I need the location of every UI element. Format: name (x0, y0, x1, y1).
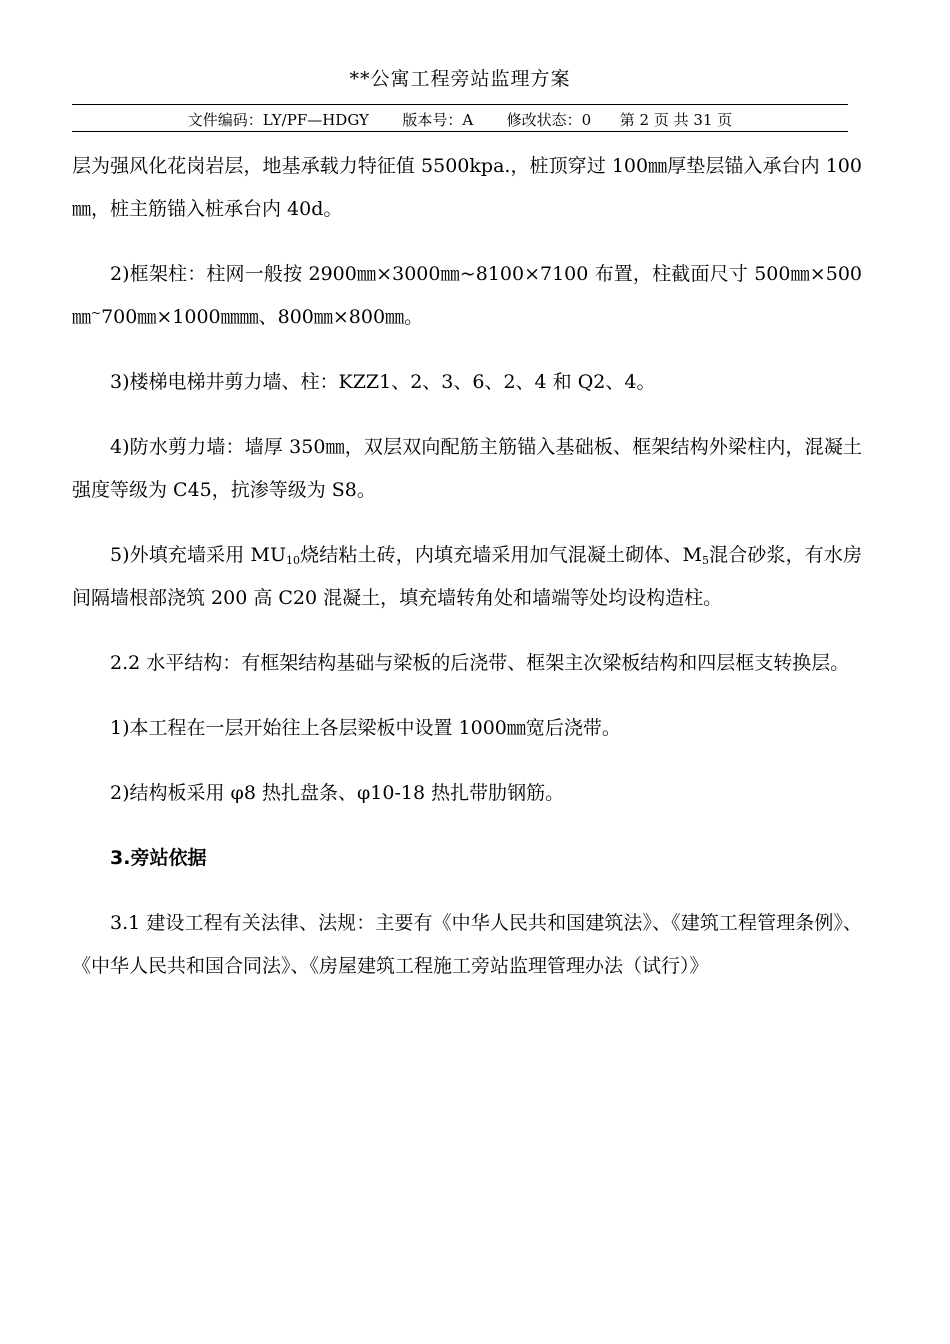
paragraph-laws: 3.1 建设工程有关法律、法规：主要有《中华人民共和国建筑法》、《建筑工程管理条例》、《中华人民共和国合同法》、《房屋建筑工程施工旁站监理管理办法（试行）》 (72, 912, 862, 977)
document-body (72, 145, 862, 1010)
paragraph-slab-rebar: 2)结构板采用 φ8 热扎盘条、φ10-18 热扎带肋钢筋。 (110, 782, 565, 804)
paragraph-infill-wall: 5)外填充墙采用 $MU_{10}$烧结粘土砖，内填充墙采用加气混凝土砌体、$M_5$混合砂浆，有水房间隔墙根部浇筑 200 高 C20 混凝土，填充墙转角处和墙端等处均设构造柱。 (72, 544, 862, 609)
revision-status: 修改状态：0 (506, 111, 592, 129)
document-title: **公寓工程旁站监理方案 (349, 68, 571, 90)
paragraph-foundation-continued: 层为强风化花岗岩层，地基承载力特征值 5500kpa.，桩顶穿过 100㎜厚垫层锚入承台内 100㎜，桩主筋锚入桩承台内 40d。 (72, 155, 862, 220)
header-divider-top (72, 104, 848, 105)
header-divider-bottom (72, 131, 848, 132)
page-number: 第 2 页 共 31 页 (619, 111, 733, 129)
document-meta-line (72, 110, 848, 130)
section-heading-basis: 3.旁站依据 (110, 847, 207, 869)
paragraph-frame-column: 2)框架柱：柱网一般按 2900㎜×3000㎜~8100×7100 布置，柱截面尺寸 500㎜×500㎜~700㎜×1000㎜㎜、800㎜×800㎜。 (72, 263, 862, 328)
doc-code: 文件编码：LY/PF—HDGY (187, 111, 369, 129)
paragraph-horizontal-structure: 2.2 水平结构：有框架结构基础与梁板的后浇带、框架主次梁板结构和四层框支转换层。 (110, 652, 850, 674)
version-number: 版本号：A (402, 111, 474, 129)
paragraph-post-pour-strip: 1)本工程在一层开始往上各层梁板中设置 1000㎜宽后浇带。 (110, 717, 621, 739)
paragraph-stair-shear-wall: 3)楼梯电梯井剪力墙、柱：KZZ1、2、3、6、2、4 和 Q2、4。 (110, 371, 656, 393)
paragraph-waterproof-wall: 4)防水剪力墙：墙厚 350㎜，双层双向配筋主筋锚入基础板、框架结构外梁柱内，混凝土强度等级为 C45，抗渗等级为 S8。 (72, 436, 862, 501)
